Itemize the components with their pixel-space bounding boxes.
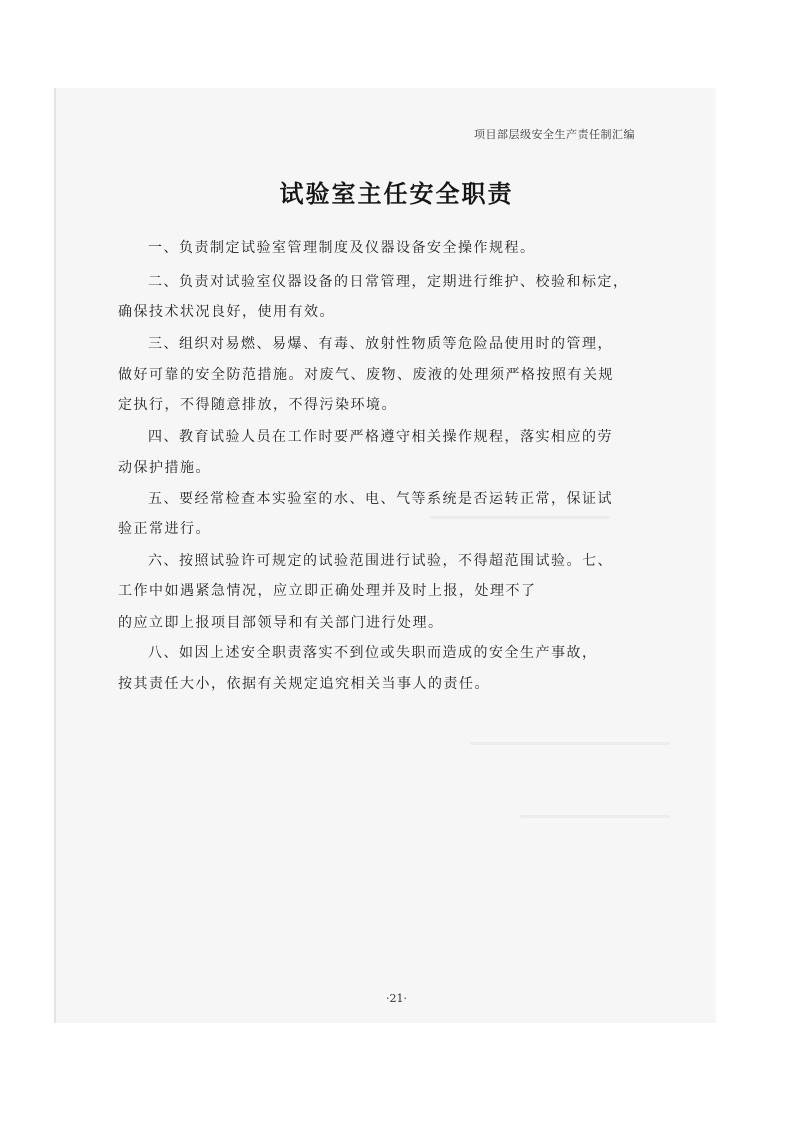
bleed-through-mark (520, 815, 670, 818)
paragraph-line: 验正常进行。 (118, 521, 211, 537)
page-title: 试验室主任安全职责 (279, 179, 514, 208)
document-header-note: 项目部层级安全生产责任制汇编 (474, 128, 635, 141)
paragraph-line: 动保护措施。 (118, 460, 211, 476)
paragraph-line: 做好可靠的安全防范措施。对废气、废物、废液的处理须严格按照有关规 (118, 367, 614, 383)
paragraph-line: 六、按照试验许可规定的试验范围进行试验，不得超范围试验。七、 (148, 553, 613, 569)
paragraph-line: 五、要经常检查本实验室的水、电、气等系统是否运转正常，保证试 (148, 491, 613, 507)
paragraph-line: 定执行，不得随意排放，不得污染环境。 (118, 397, 397, 413)
bleed-through-mark (430, 516, 610, 519)
paragraph-line: 一、负责制定试验室管理制度及仪器设备安全操作规程。 (148, 240, 536, 256)
paragraph-line: 工作中如遇紧急情况，应立即正确处理并及时上报，处理不了 (118, 583, 537, 599)
bleed-through-mark (470, 742, 670, 745)
paragraph-line: 四、教育试验人员在工作时要严格遵守相关操作规程，落实相应的劳 (148, 429, 613, 445)
scan-edge-shadow (54, 88, 56, 1023)
page-number: ·21· (386, 992, 407, 1005)
paragraph-line: 的应立即上报项目部领导和有关部门进行处理。 (118, 615, 444, 631)
paragraph-line: 三、组织对易燃、易爆、有毒、放射性物质等危险品使用时的管理， (148, 336, 613, 352)
paragraph-line: 按其责任大小，依据有关规定追究相关当事人的责任。 (118, 676, 490, 692)
paragraph-line: 确保技术状况良好，使用有效。 (118, 304, 335, 320)
paragraph-line: 八、如因上述安全职责落实不到位或失职而造成的安全生产事故， (148, 645, 598, 661)
paragraph-line: 二、负责对试验室仪器设备的日常管理，定期进行维护、校验和标定， (148, 274, 629, 290)
